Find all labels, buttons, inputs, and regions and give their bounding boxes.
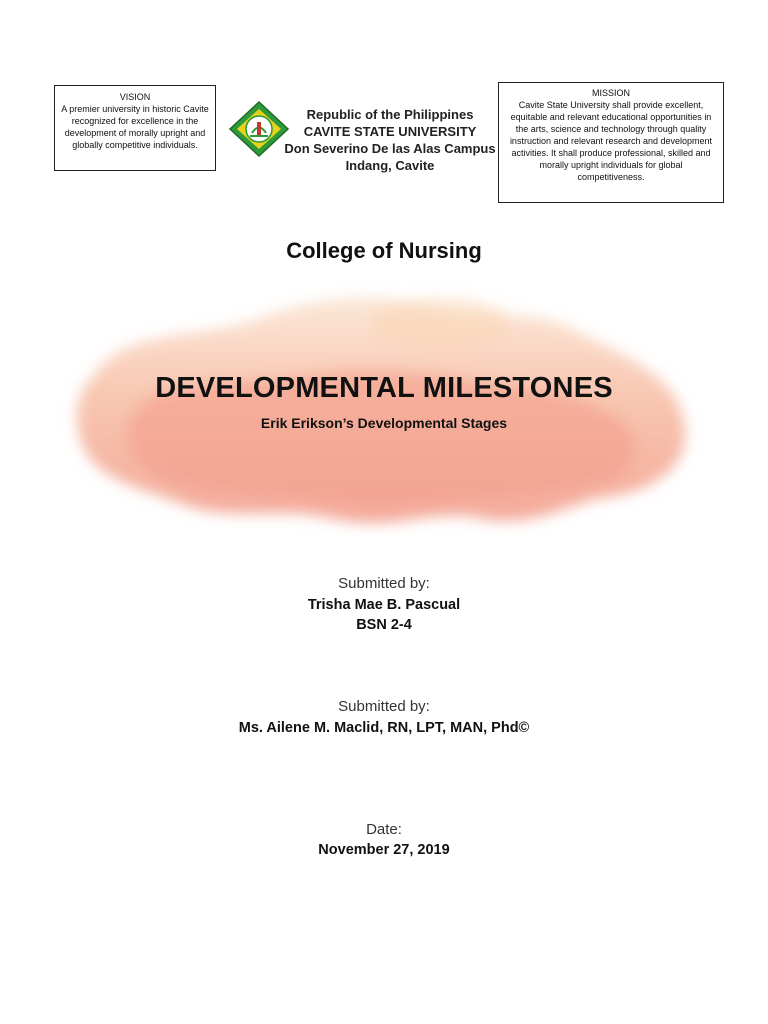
- university-location: Indang, Cavite: [345, 158, 435, 173]
- submitted-to-label: Submitted by:: [338, 698, 430, 715]
- college-name: College of Nursing: [286, 238, 482, 263]
- document-title: DEVELOPMENTAL MILESTONES: [155, 372, 613, 404]
- instructor-name: Ms. Ailene M. Maclid, RN, LPT, MAN, Phd©: [238, 720, 530, 736]
- university-name: CAVITE STATE UNIVERSITY: [303, 124, 477, 139]
- document-subtitle: Erik Erikson’s Developmental Stages: [260, 415, 508, 431]
- mission-title: MISSION: [591, 88, 630, 98]
- university-header: [280, 106, 500, 174]
- mission-box: [498, 82, 724, 203]
- student-section: BSN 2-4: [356, 617, 412, 633]
- watercolor-splash: [60, 278, 710, 538]
- date-value: November 27, 2019: [318, 842, 450, 858]
- mission-text: Cavite State University shall provide excellent, equitable and relevant educational opportunities in the arts, science and technology through quality instruction and relevant research and development activities. It shall produce professional, skilled and morally upright individuals for global competitiveness.: [509, 100, 713, 182]
- submitted-by-label: Submitted by:: [338, 575, 430, 592]
- vision-box: [54, 85, 216, 171]
- date-label: Date:: [366, 821, 402, 838]
- vision-title: VISION: [119, 92, 151, 102]
- campus-name: Don Severino De las Alas Campus: [284, 141, 496, 156]
- republic-line: Republic of the Philippines: [306, 107, 474, 122]
- vision-text: A premier university in historic Cavite recognized for excellence in the development of morally upright and globally competitive individuals.: [61, 104, 209, 150]
- student-name: Trisha Mae B. Pascual: [307, 597, 461, 613]
